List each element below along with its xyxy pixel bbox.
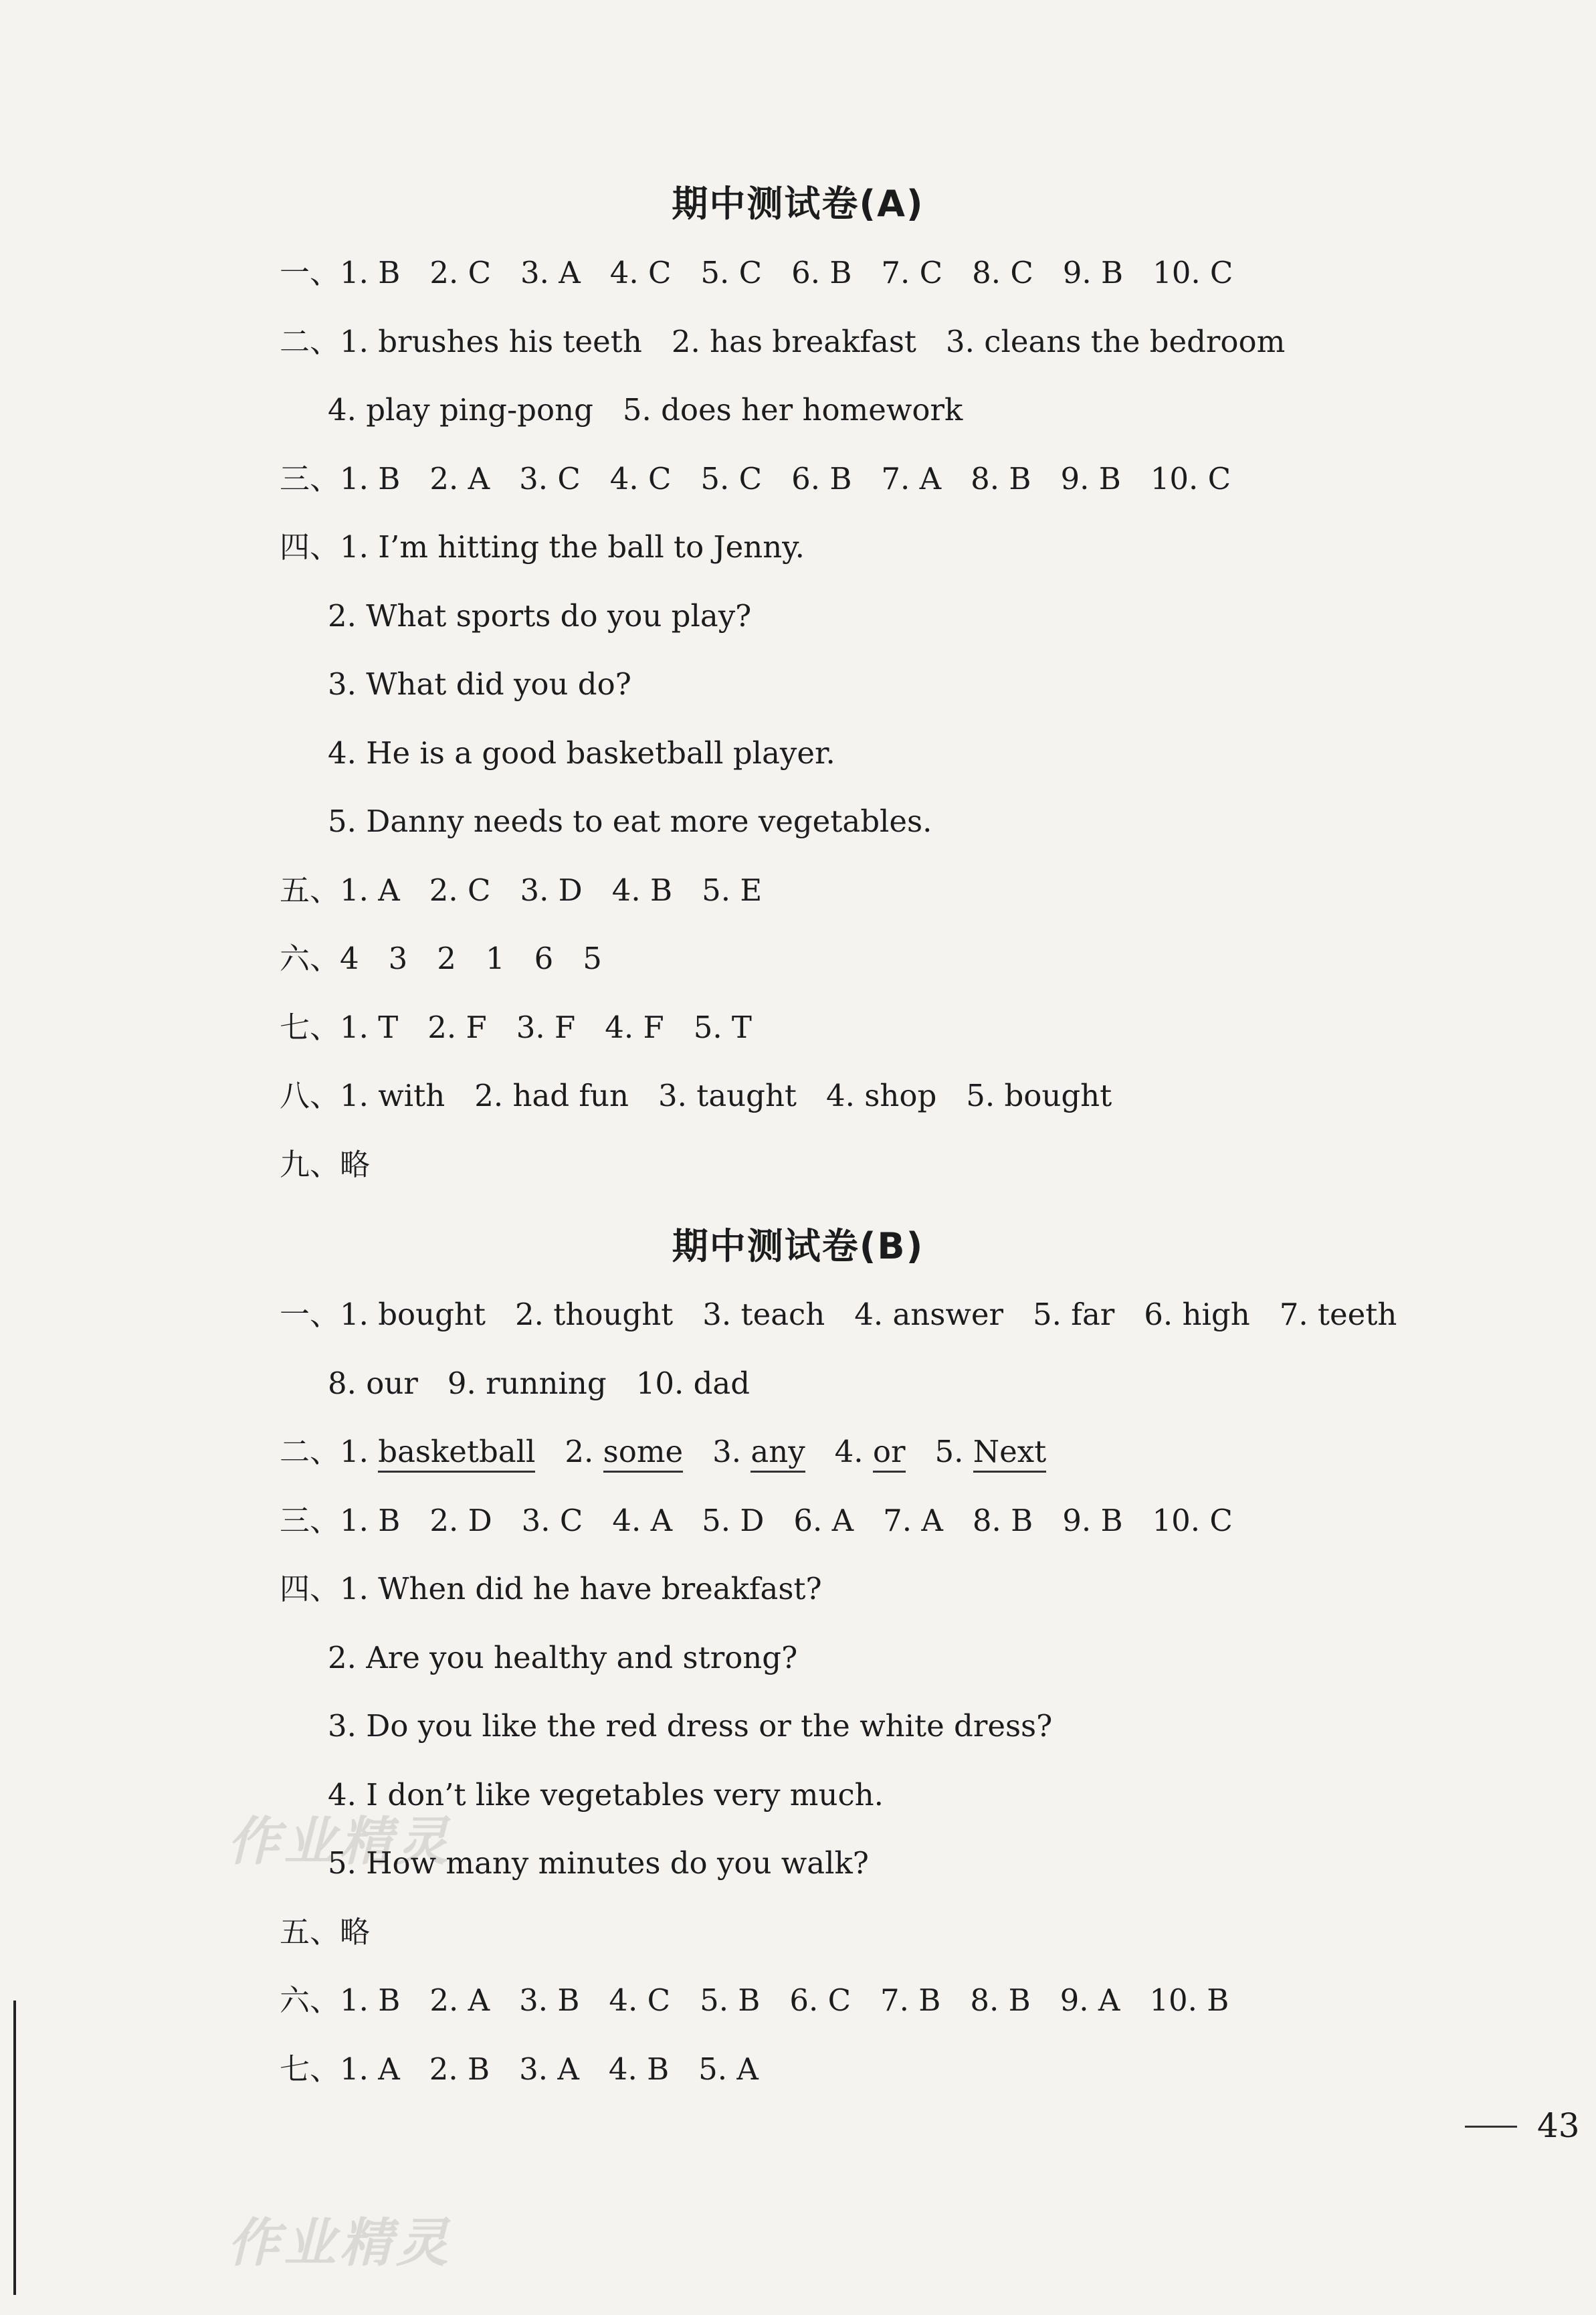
answer-item: 10. dad [635, 1366, 751, 1401]
answer-item: 略 [340, 1914, 371, 1950]
answer-item: 3. cleans the bedroom [946, 324, 1286, 359]
answer-item: 4. B [611, 872, 673, 908]
answer-item: 6. B [791, 255, 852, 290]
answer-item: 9. A [1060, 1982, 1120, 2018]
answer-item: 5. A [698, 2051, 759, 2087]
answer-item: 7. A [883, 1503, 943, 1538]
answer-item: 1. brushes his teeth [340, 324, 642, 359]
answer-item: 1. When did he have breakfast? [340, 1571, 822, 1606]
answer-item: 3. A [520, 255, 581, 290]
answer-item: 6. C [789, 1982, 852, 2018]
answer-item: 3. What did you do? [328, 666, 631, 702]
question-number: 一、 [280, 1297, 340, 1332]
sectionB-line-6 [328, 1638, 827, 1678]
question-number: 五、 [280, 872, 340, 908]
sectionB-line-1 [280, 1295, 1426, 1335]
question-number: 六、 [280, 1982, 340, 2018]
answer-item: 3. any [712, 1432, 805, 1472]
answer-item: 3. teach [702, 1297, 825, 1332]
question-number: 四、 [280, 529, 340, 565]
answer-item: 5. B [700, 1982, 761, 2018]
answer-item: 6. A [793, 1503, 854, 1538]
question-number: 八、 [280, 1078, 340, 1113]
sectionA-line-14 [280, 1145, 399, 1185]
page-number: 43 [1537, 2106, 1580, 2145]
question-number: 六、 [280, 941, 340, 976]
answer-item: 2. B [429, 2051, 490, 2087]
answer-item: 1. B [340, 1503, 401, 1538]
sectionB-line-7 [328, 1706, 1082, 1746]
answer-item: 5. bought [966, 1078, 1112, 1113]
answer-item: 5. C [700, 255, 763, 290]
answer-item: 5. far [1033, 1297, 1115, 1332]
answer-item: 2. had fun [474, 1078, 629, 1113]
answer-item: 4. play ping-pong [328, 392, 593, 428]
answer-item: 7. teeth [1279, 1297, 1397, 1332]
sectionA-line-2 [280, 322, 1314, 362]
answer-item: 4. shop [826, 1078, 937, 1113]
answer-item: 4 [340, 941, 359, 976]
answer-item: 1. I’m hitting the ball to Jenny. [340, 529, 805, 565]
answer-item: 7. A [881, 461, 942, 496]
answer-item: 2. C [429, 872, 491, 908]
answer-item: 10. B [1149, 1982, 1229, 2018]
answer-item: 4. answer [854, 1297, 1004, 1332]
answer-item: 9. B [1062, 1503, 1123, 1538]
question-number: 四、 [280, 1571, 340, 1606]
answer-item: 4. B [608, 2051, 670, 2087]
answer-item: 4. F [605, 1010, 664, 1045]
answer-item: 4. He is a good basketball player. [328, 735, 835, 771]
answer-item: 8. B [972, 1503, 1033, 1538]
answer-item: 9. running [447, 1366, 607, 1401]
sectionB-line-11 [280, 1980, 1258, 2021]
sectionB-line-9 [328, 1843, 898, 1883]
binding-edge-line [13, 2001, 16, 2295]
answer-item: 5. does her homework [622, 392, 963, 428]
sectionB-line-4 [280, 1501, 1262, 1541]
answer-item: 1. B [340, 1982, 401, 2018]
answer-item: 10. C [1152, 1503, 1233, 1538]
watermark-2: 作业精灵 [227, 2213, 453, 2274]
answer-item: 6 [534, 941, 554, 976]
answer-item: 2. some [565, 1432, 683, 1472]
question-number: 一、 [280, 255, 340, 290]
answer-item: 7. C [881, 255, 943, 290]
answer-item: 1. with [340, 1078, 445, 1113]
sectionA-line-12 [280, 1008, 781, 1048]
answer-item: 5. E [702, 872, 763, 908]
answer-item: 5. How many minutes do you walk? [328, 1845, 869, 1881]
answer-item: 5. Danny needs to eat more vegetables. [328, 804, 932, 839]
answer-item: 1. A [340, 872, 400, 908]
sectionB-line-8 [328, 1775, 913, 1815]
sectionA-line-7 [328, 664, 661, 705]
answer-item: 6. high [1144, 1297, 1250, 1332]
answer-item: 5. C [700, 461, 763, 496]
question-number: 二、 [280, 1434, 340, 1469]
answer-item: 1. A [340, 2051, 400, 2087]
answer-item: 7. B [880, 1982, 941, 2018]
question-number: 九、 [280, 1147, 340, 1182]
question-number: 七、 [280, 2051, 340, 2087]
sectionA-line-1 [280, 253, 1262, 293]
sectionA-line-5 [280, 527, 834, 567]
sectionA-line-10 [280, 870, 791, 911]
answer-item: 3. C [521, 1503, 583, 1538]
answer-item: 4. I don’t like vegetables very much. [328, 1777, 884, 1813]
sectionA-line-13 [280, 1076, 1141, 1116]
answer-item: 2. thought [515, 1297, 674, 1332]
answer-item: 10. C [1153, 255, 1233, 290]
answer-item: 1. B [340, 461, 401, 496]
question-number: 七、 [280, 1010, 340, 1045]
sectionB-line-3 [280, 1432, 1076, 1472]
sectionA-line-3 [328, 390, 992, 430]
answer-item: 6. B [791, 461, 852, 496]
answer-item: 2 [437, 941, 456, 976]
answer-item: 2. C [429, 255, 491, 290]
sectionA-line-4 [280, 459, 1260, 499]
answer-item: 3. taught [658, 1078, 797, 1113]
answer-item: 略 [340, 1147, 371, 1182]
answer-item: 2. has breakfast [671, 324, 916, 359]
answer-item: 8. C [972, 255, 1033, 290]
answer-item: 5 [583, 941, 602, 976]
answer-item: 2. Are you healthy and strong? [328, 1640, 798, 1675]
answer-item: 1. T [340, 1010, 399, 1045]
answer-item: 3. F [516, 1010, 576, 1045]
sectionA-title: 期中测试卷(A) [672, 183, 924, 225]
answer-item: 2. A [429, 461, 490, 496]
question-number: 三、 [280, 461, 340, 496]
answer-item: 4. or [835, 1432, 906, 1472]
answer-item: 1. bought [340, 1297, 486, 1332]
sectionB-line-12 [280, 2049, 788, 2090]
answer-item: 8. our [328, 1366, 418, 1401]
sectionB-line-10 [280, 1912, 399, 1952]
answer-item: 5. D [702, 1503, 765, 1538]
question-number: 三、 [280, 1503, 340, 1538]
answer-item: 2. A [429, 1982, 490, 2018]
answer-item: 4. A [612, 1503, 673, 1538]
answer-item: 2. D [429, 1503, 492, 1538]
answer-item: 1 [485, 941, 505, 976]
answer-item: 2. What sports do you play? [328, 598, 752, 634]
answer-item: 10. C [1150, 461, 1231, 496]
page-number-dash [1465, 2126, 1517, 2128]
sectionB-line-2 [328, 1364, 779, 1404]
answer-item: 4. C [609, 255, 672, 290]
answer-item: 5. T [693, 1010, 752, 1045]
watermark-1: 作业精灵 [227, 1812, 453, 1872]
answer-item: 3 [388, 941, 408, 976]
question-number: 五、 [280, 1914, 340, 1950]
sectionB-line-5 [280, 1569, 852, 1609]
answer-item: 9. B [1060, 461, 1121, 496]
answer-item: 8. B [970, 1982, 1031, 2018]
answer-item: 9. B [1062, 255, 1124, 290]
answer-item: 3. A [519, 2051, 579, 2087]
answer-item: 8. B [971, 461, 1031, 496]
sectionA-line-6 [328, 596, 781, 636]
answer-item: 1. basketball [340, 1432, 535, 1472]
answer-item: 2. F [427, 1010, 487, 1045]
sectionA-line-11 [280, 939, 631, 979]
answer-item: 4. C [609, 461, 672, 496]
answer-item: 3. B [519, 1982, 580, 2018]
sectionA-line-8 [328, 733, 865, 773]
sectionB-title: 期中测试卷(B) [672, 1225, 924, 1267]
answer-item: 3. D [520, 872, 583, 908]
answer-item: 1. B [340, 255, 401, 290]
answer-item: 5. Next [935, 1432, 1047, 1472]
sectionA-line-9 [328, 802, 961, 842]
question-number: 二、 [280, 324, 340, 359]
answer-item: 4. C [609, 1982, 671, 2018]
answer-item: 3. Do you like the red dress or the white dress? [328, 1708, 1053, 1744]
answer-item: 3. C [519, 461, 581, 496]
